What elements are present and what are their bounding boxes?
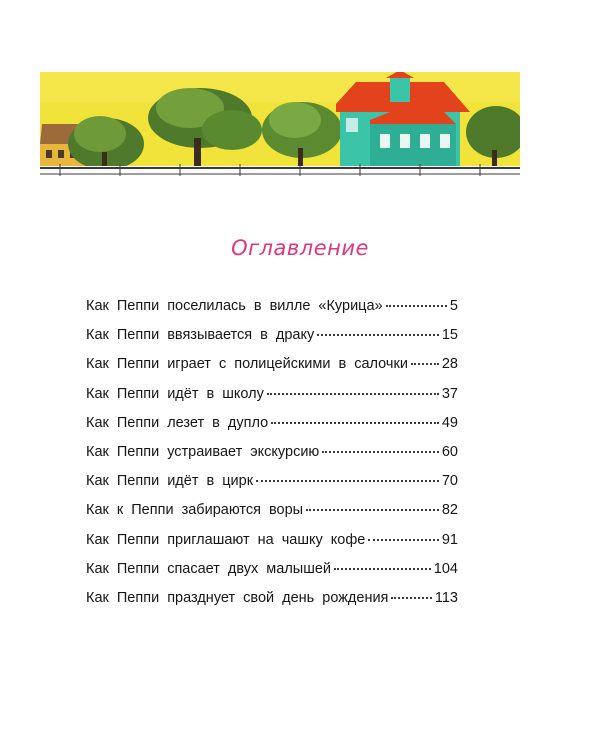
toc-entry[interactable]	[86, 444, 458, 473]
dot-leader	[322, 451, 439, 453]
toc-entry-title: Как Пеппи лезет в дупло	[86, 414, 269, 431]
toc-entry-page: 91	[441, 531, 458, 548]
toc-entry-page: 15	[441, 327, 458, 344]
toc-entry[interactable]	[86, 415, 458, 444]
toc-entry-page: 28	[441, 356, 458, 373]
dot-leader	[306, 509, 439, 511]
toc-entry[interactable]	[86, 356, 458, 385]
dot-leader	[386, 305, 447, 307]
toc-entry[interactable]	[86, 561, 458, 590]
toc-entry-title: Как Пеппи ввязывается в драку	[86, 327, 315, 344]
dot-leader	[334, 568, 431, 570]
toc-heading: Оглавление	[231, 236, 369, 260]
toc-entry-title: Как к Пеппи забираются воры	[86, 502, 304, 519]
dot-leader	[411, 363, 439, 365]
toc-entry-page: 5	[449, 298, 458, 314]
toc-entry-title: Как Пеппи поселилась в вилле «Курица»	[86, 298, 383, 314]
toc-entry-page: 49	[441, 414, 458, 431]
toc-entry-page: 37	[441, 385, 458, 402]
toc-entry-page: 113	[434, 589, 458, 606]
dot-leader	[267, 393, 439, 395]
toc-entry-title: Как Пеппи празднует свой день рождения	[86, 589, 389, 606]
toc-entry-title: Как Пеппи спасает двух малышей	[86, 560, 332, 577]
dot-leader	[368, 539, 439, 541]
toc-entry[interactable]	[86, 386, 458, 415]
dot-leader	[256, 480, 439, 482]
toc-entry[interactable]	[86, 298, 458, 327]
toc-entry-page: 70	[441, 473, 458, 490]
toc-entry-page: 60	[441, 443, 458, 460]
toc-entry[interactable]	[86, 502, 458, 531]
villa-illustration	[40, 72, 520, 180]
toc-entry[interactable]	[86, 473, 458, 502]
table-of-contents	[86, 298, 458, 619]
toc-entry[interactable]	[86, 590, 458, 619]
toc-entry-title: Как Пеппи идёт в школу	[86, 385, 264, 402]
toc-entry[interactable]	[86, 327, 458, 356]
toc-entry-title: Как Пеппи играет с полицейскими в салочки	[86, 356, 408, 373]
toc-entry-title: Как Пеппи идёт в цирк	[86, 473, 254, 490]
dot-leader	[391, 597, 431, 599]
toc-entry-page: 82	[441, 502, 458, 519]
toc-entry-title: Как Пеппи устраивает экскурсию	[86, 443, 320, 460]
toc-entry-title: Как Пеппи приглашают на чашку кофе	[86, 531, 366, 548]
dot-leader	[271, 422, 439, 424]
dot-leader	[317, 334, 439, 336]
toc-entry-page: 104	[433, 560, 458, 577]
toc-entry[interactable]	[86, 532, 458, 561]
